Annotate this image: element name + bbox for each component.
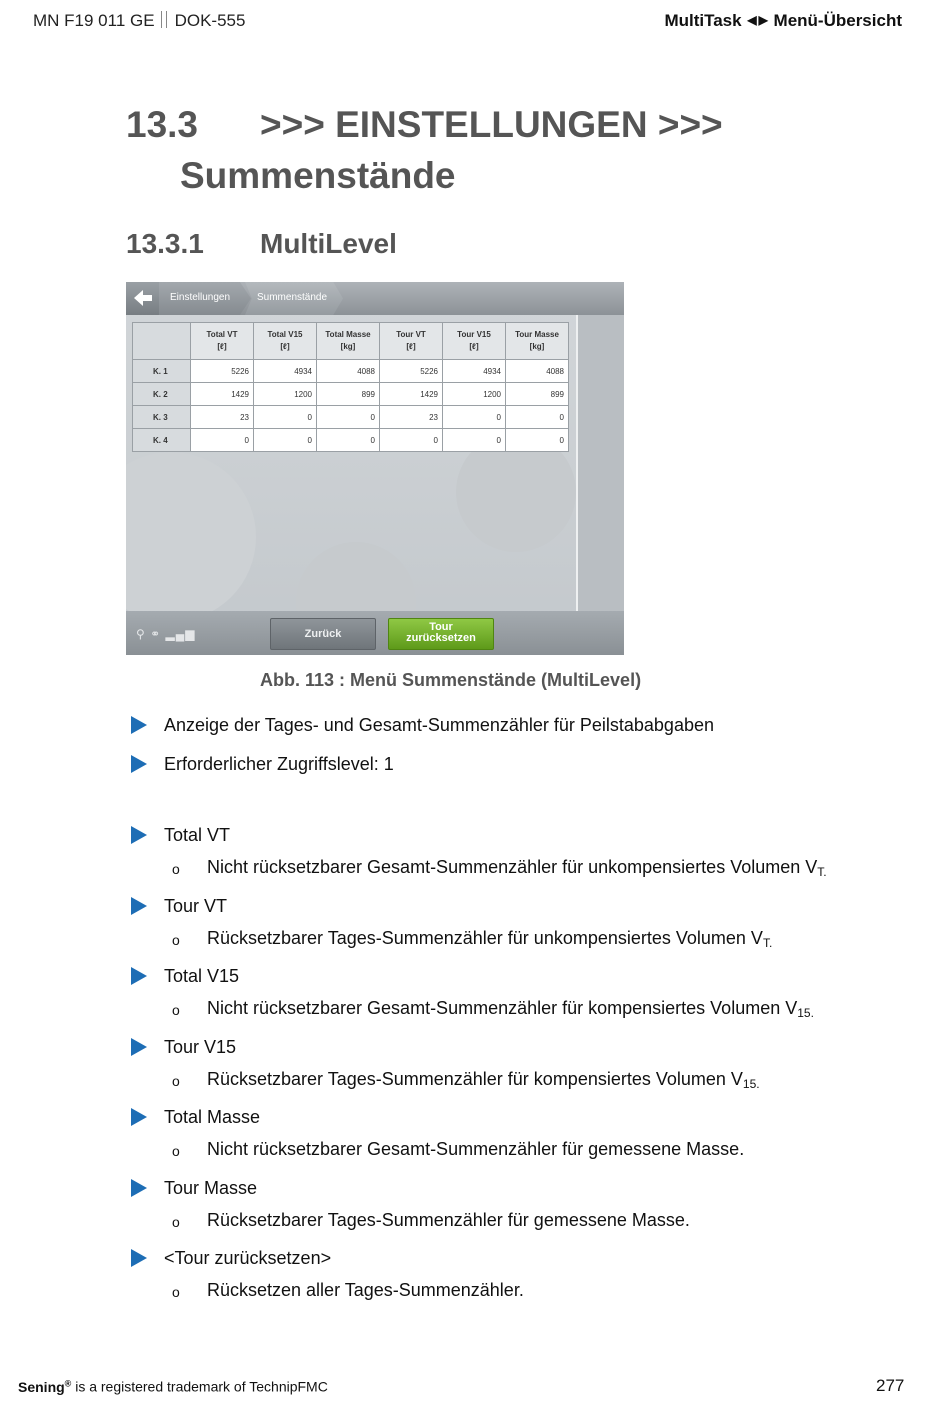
page-number: 277 bbox=[876, 1376, 905, 1395]
triangle-left-icon: ◀ bbox=[747, 13, 757, 27]
column-header: Tour VT [ℓ] bbox=[380, 323, 443, 360]
usb-icon: ⚲ bbox=[136, 627, 146, 641]
table-row bbox=[133, 383, 569, 406]
arrow-bullet-icon bbox=[131, 716, 147, 734]
table-cell: 5226 bbox=[380, 360, 443, 383]
table-cell: 5226 bbox=[191, 360, 254, 383]
section-title-line1: >>> EINSTELLUNGEN >>> bbox=[260, 104, 723, 145]
header-divider bbox=[161, 11, 167, 28]
circle-bullet-icon: o bbox=[172, 1284, 180, 1300]
table-cell: 0 bbox=[443, 429, 506, 452]
back-arrow-button[interactable] bbox=[126, 282, 159, 315]
breadcrumb-label: Einstellungen bbox=[170, 292, 231, 303]
table-cell: 899 bbox=[317, 383, 380, 406]
link-icon: ⚭ bbox=[150, 627, 162, 641]
table-cell: 0 bbox=[254, 406, 317, 429]
circle-bullet-icon: o bbox=[172, 861, 180, 877]
section-heading bbox=[126, 103, 723, 196]
table-header-row bbox=[133, 323, 569, 360]
row-label: K. 1 bbox=[133, 360, 191, 383]
column-header: Tour V15 [ℓ] bbox=[443, 323, 506, 360]
column-header: Total VT [ℓ] bbox=[191, 323, 254, 360]
table-row bbox=[133, 360, 569, 383]
tour-reset-button[interactable]: Tour zurücksetzen bbox=[388, 618, 494, 650]
footer-trademark: Sening® is a registered trademark of TechnipFMC bbox=[18, 1378, 328, 1395]
table-cell: 1429 bbox=[191, 383, 254, 406]
zurueck-button[interactable]: Zurück bbox=[270, 618, 376, 650]
circle-bullet-icon: o bbox=[172, 1143, 180, 1159]
table-cell: 0 bbox=[254, 429, 317, 452]
table-cell: 1200 bbox=[443, 383, 506, 406]
section-number: 13.3 bbox=[126, 104, 199, 145]
circle-bullet-icon: o bbox=[172, 1214, 180, 1230]
column-header: Tour Masse [kg] bbox=[506, 323, 569, 360]
circle-bullet-icon: o bbox=[172, 1002, 180, 1018]
table-cell: 4934 bbox=[443, 360, 506, 383]
arrow-bullet-icon bbox=[131, 826, 147, 844]
table-cell: 23 bbox=[380, 406, 443, 429]
column-header: Total Masse [kg] bbox=[317, 323, 380, 360]
column-header: Total V15 [ℓ] bbox=[254, 323, 317, 360]
totals-table bbox=[132, 322, 569, 452]
table-cell: 0 bbox=[380, 429, 443, 452]
row-label: K. 4 bbox=[133, 429, 191, 452]
arrow-bullet-icon bbox=[131, 1249, 147, 1267]
nav-menu-overview-link[interactable]: Menü-Übersicht bbox=[773, 11, 902, 30]
table-cell: 23 bbox=[191, 406, 254, 429]
figure-caption: Abb. 113 : Menü Summenstände (MultiLevel) bbox=[260, 670, 642, 690]
doc-id: MN F19 011 GE DOK-555 bbox=[33, 11, 246, 30]
circle-bullet-icon: o bbox=[172, 1073, 180, 1089]
subsection-number: 13.3.1 bbox=[126, 228, 204, 259]
table-cell: 4934 bbox=[254, 360, 317, 383]
table-cell: 0 bbox=[443, 406, 506, 429]
arrow-bullet-icon bbox=[131, 1108, 147, 1126]
side-panel bbox=[576, 315, 624, 611]
table-cell: 0 bbox=[506, 429, 569, 452]
row-label: K. 3 bbox=[133, 406, 191, 429]
table-row bbox=[133, 406, 569, 429]
table-cell: 0 bbox=[506, 406, 569, 429]
table-cell: 4088 bbox=[317, 360, 380, 383]
row-label: K. 2 bbox=[133, 383, 191, 406]
arrow-bullet-icon bbox=[131, 897, 147, 915]
back-arrow-icon bbox=[126, 282, 159, 315]
table-cell: 1200 bbox=[254, 383, 317, 406]
nav-multitask-link[interactable]: MultiTask bbox=[664, 11, 742, 30]
table-cell: 4088 bbox=[506, 360, 569, 383]
table-cell: 0 bbox=[317, 429, 380, 452]
arrow-bullet-icon bbox=[131, 1038, 147, 1056]
circle-bullet-icon: o bbox=[172, 932, 180, 948]
summenstaende-screenshot bbox=[126, 282, 624, 655]
table-row bbox=[133, 429, 569, 452]
table-cell: 899 bbox=[506, 383, 569, 406]
table-cell: 0 bbox=[317, 406, 380, 429]
signal-icon: ▂▄▆ bbox=[165, 627, 196, 641]
status-icons bbox=[136, 627, 196, 641]
section-title-line2: Summenstände bbox=[180, 155, 456, 196]
subsection-title: MultiLevel bbox=[260, 228, 397, 259]
screen-topbar bbox=[126, 282, 624, 315]
table-cell: 0 bbox=[191, 429, 254, 452]
screen-bottombar bbox=[126, 611, 624, 655]
subsection-heading bbox=[126, 228, 397, 260]
arrow-bullet-icon bbox=[131, 1179, 147, 1197]
arrow-bullet-icon bbox=[131, 967, 147, 985]
triangle-right-icon: ▶ bbox=[758, 13, 768, 27]
table-cell: 1429 bbox=[380, 383, 443, 406]
header-nav bbox=[664, 11, 902, 31]
table-corner bbox=[133, 323, 191, 360]
breadcrumb-label: Summenstände bbox=[257, 292, 328, 303]
gear-background bbox=[126, 452, 256, 622]
arrow-bullet-icon bbox=[131, 755, 147, 773]
